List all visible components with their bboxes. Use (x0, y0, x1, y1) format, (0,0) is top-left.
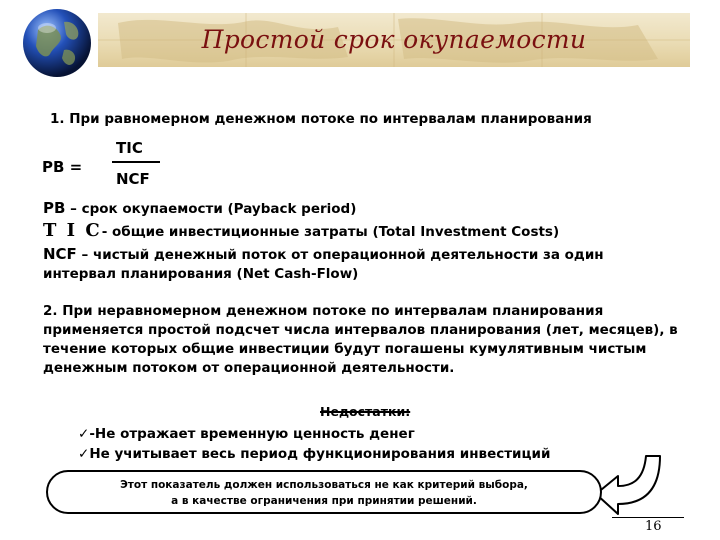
drawback-item: ✓-Не отражает временную ценность денег (78, 426, 415, 442)
definition-term: PB (43, 199, 66, 217)
page-number-rule (612, 517, 684, 518)
definition-pb (43, 199, 683, 219)
point-1-text: 1. При равномерном денежном потоке по интервалам планирования (50, 111, 592, 127)
definition-tic (43, 221, 683, 242)
drawback-item: ✓Не учитывает весь период функционирования инвестиций (78, 446, 551, 462)
title-banner (98, 13, 690, 67)
definition-ncf (43, 245, 653, 284)
point-2-text: 2. При неравномерном денежном потоке по интервалам планирования применяется простой подсчет числа интервалов планирования (лет, месяцев), в течение которых общие инвестиции будут погашены кумулятивным чистым денежным потоком от операционной деятельности. (43, 303, 678, 376)
formula-lhs: PB = (42, 158, 83, 176)
note-callout (46, 470, 602, 514)
check-icon: ✓ (78, 426, 90, 442)
check-icon: ✓ (78, 446, 90, 462)
formula-denominator: NCF (116, 170, 150, 188)
slide-title: Простой срок окупаемости (201, 25, 587, 54)
callout-line-1: Этот показатель должен использоваться не как критерий выбора, (120, 479, 528, 491)
definition-text: - общие инвестиционные затраты (Total Investment Costs) (101, 224, 560, 240)
definition-text: – чистый денежный поток от операционной деятельности за один интервал планирования (Net Cash-Flow) (43, 247, 604, 282)
callout-line-2: а в качестве ограничения при принятии решений. (171, 495, 477, 507)
page-number: 16 (645, 519, 662, 534)
definition-term: NCF (43, 245, 77, 263)
definition-text: – срок окупаемости (Payback period) (65, 201, 357, 217)
fraction-bar (112, 161, 160, 163)
drawbacks-heading: Недостатки: (320, 404, 411, 419)
definition-term: T I C (43, 220, 102, 241)
formula-numerator: TIC (116, 139, 143, 157)
globe-icon (20, 6, 94, 80)
